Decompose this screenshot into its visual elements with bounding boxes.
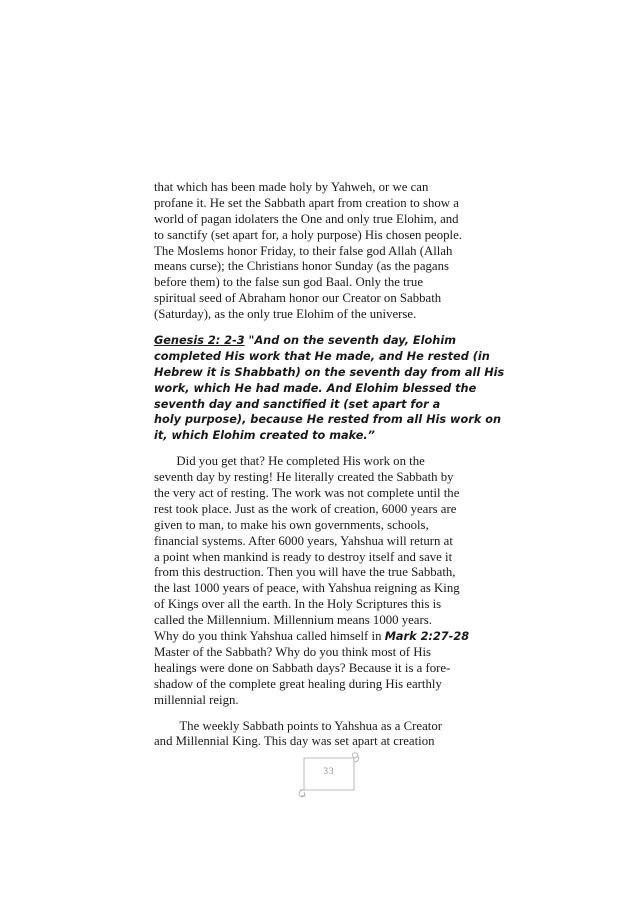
text-line: rest took place. Just as the work of creation, 6000 years are (154, 501, 457, 516)
text-line: millennial reign. (154, 692, 239, 707)
paragraph-gap (154, 709, 504, 719)
text-line: to sanctify (set apart for, a holy purpose) His chosen people. (154, 227, 462, 242)
paragraph-weekly-sabbath (154, 719, 504, 751)
text-line: given to man, to make his own governments, schools, (154, 517, 429, 532)
text-line: Master of the Sabbath? Why do you think most of His (154, 644, 431, 659)
paragraph-gap (154, 323, 504, 333)
text-line: world of pagan idolaters the One and only true Elohim, and (154, 211, 459, 226)
text-line: the last 1000 years of peace, with Yahshua reigning as King (154, 581, 460, 596)
page-number: 33 (323, 766, 335, 776)
body-text (154, 180, 504, 750)
inline-text: Why do you think Yahshua called himself in (154, 629, 385, 644)
page-number-scroll (296, 752, 362, 798)
paragraph-sabbath-intro (154, 180, 504, 323)
text-line: called the Millennium. Millennium means 1000 years. (154, 613, 432, 628)
scripture-reference: Genesis 2: 2-3 (154, 334, 245, 348)
scripture-line: Hebrew it is Shabbath) on the seventh day from all His (154, 365, 505, 379)
text-line: The weekly Sabbath points to Yahshua as a Creator (154, 718, 443, 733)
scripture-line: holy purpose), because He rested from all His work on (154, 413, 502, 427)
scripture-line: it, which Elohim created to make.” (154, 429, 375, 443)
text-line: the very act of resting. The work was not complete until the (154, 486, 460, 501)
text-line: financial systems. After 6000 years, Yahshua will return at (154, 533, 453, 548)
text-line: from this destruction. Then you will have the true Sabbath, (154, 565, 456, 580)
text-line: healings were done on Sabbath days? Because it is a fore- (154, 660, 451, 675)
scripture-text: "And on the seventh day, Elohim (244, 334, 456, 348)
text-line: spiritual seed of Abraham honor our Creator on Sabbath (154, 291, 442, 306)
paragraph-gap (154, 444, 504, 454)
text-line: a point when mankind is ready to destroy itself and save it (154, 549, 453, 564)
text-line: Did you get that? He completed His work on the (154, 454, 425, 469)
scripture-first-line (154, 333, 504, 349)
scripture-line: work, which He had made. And Elohim blessed the (154, 381, 477, 395)
text-line: The Moslems honor Friday, to their false god Allah (Allah (154, 243, 453, 258)
text-line: that which has been made holy by Yahweh, or we can (154, 180, 429, 194)
text-line: and Millennial King. This day was set apart at creation (154, 734, 435, 749)
text-line-with-reference (154, 629, 504, 645)
scripture-line: completed His work that He made, and He rested (in (154, 349, 490, 363)
text-line: of Kings over all the earth. In the Holy Scriptures this is (154, 597, 442, 612)
text-line: means curse); the Christians honor Sunday (as the pagans (154, 259, 449, 274)
text-line: (Saturday), as the only true Elohim of the universe. (154, 307, 417, 322)
scripture-quote-genesis (154, 333, 504, 444)
text-line: before them) to the false sun god Baal. Only the true (154, 275, 424, 290)
text-line: seventh day by resting! He literally created the Sabbath by (154, 470, 454, 485)
text-line: shadow of the complete great healing during His earthly (154, 676, 442, 691)
mark-reference: Mark 2:27-28 (384, 630, 470, 644)
text-line: profane it. He set the Sabbath apart from creation to show a (154, 195, 459, 210)
paragraph-completed-work (154, 454, 504, 708)
scripture-line: seventh day and sanctified it (set apart for a (154, 397, 441, 411)
